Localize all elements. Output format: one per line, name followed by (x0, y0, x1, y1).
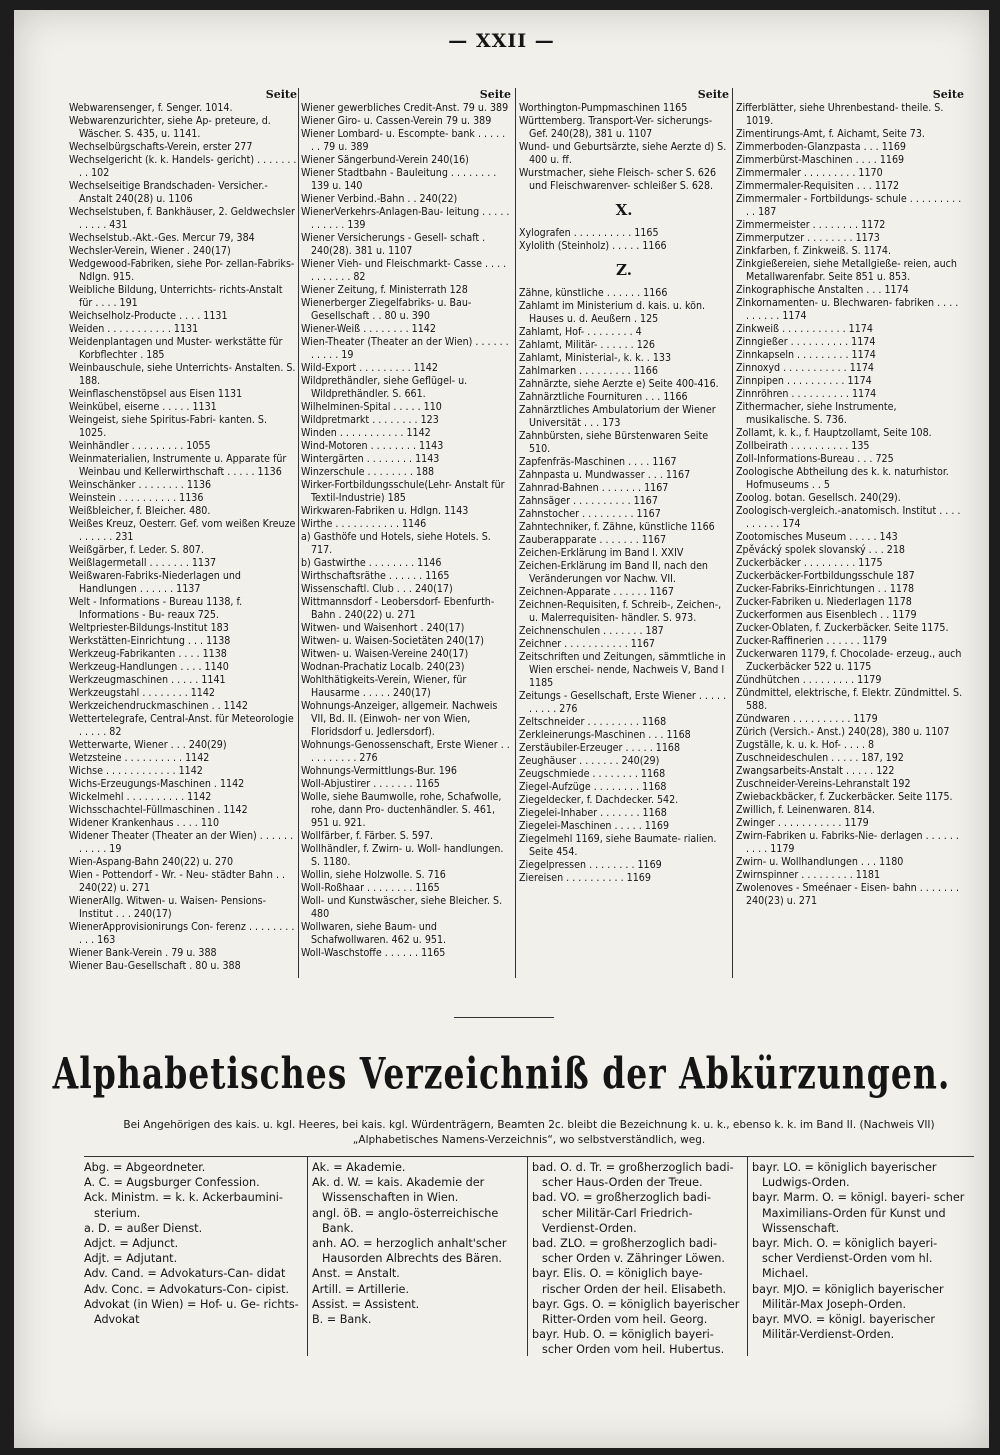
index-entry: Wildpretmarkt . . . . . . . . 123 (301, 414, 439, 426)
index-column-3 (519, 88, 729, 885)
index-entry: Wechselstuben, f. Bankhäuser, 2. Geldwechsler . . . . . 431 (69, 206, 295, 231)
index-entry: Wiener Versicherungs - Gesell- schaft . 240(28). 381 u. 1107 (301, 232, 486, 257)
abbreviation-entry: bayr. Elis. O. = königlich baye- rischer Orden der heil. Elisabeth. (532, 1267, 727, 1296)
column-divider (515, 88, 516, 978)
index-entry: Zwirnspinner . . . . . . . . . 1181 (736, 869, 881, 881)
index-entry: Ziegeldecker, f. Dachdecker. 542. (519, 794, 679, 806)
index-entry: Zahnrad-Bahnen . . . . . . . 1167 (519, 482, 669, 494)
index-entry: Zinnkapseln . . . . . . . . . 1174 (736, 349, 876, 361)
index-entries-z (519, 287, 729, 885)
index-entry: Wild-Export . . . . . . . . . 1142 (301, 362, 438, 374)
index-entry: Wind-Motoren . . . . . . . . 1143 (301, 440, 444, 452)
index-entry: Zeitschriften und Zeitungen, sämmtliche in Wien erschei- nende, Nachweis V, Band I 1185 (519, 651, 726, 689)
abbreviation-entry: bad. ZLO. = großherzoglich badi- scher Orden v. Zähringer Löwen. (532, 1237, 725, 1266)
index-entry: b) Gastwirthe . . . . . . . . 1146 (301, 557, 442, 569)
index-entry: Zeugschmiede . . . . . . . . 1168 (519, 768, 666, 780)
index-entry: Webwarensenger, f. Senger. 1014. (69, 102, 233, 114)
letter-heading-x: X. (615, 201, 633, 219)
index-entry: Zahlamt, Hof- . . . . . . . . 4 (519, 326, 642, 338)
index-entries (301, 102, 511, 960)
index-entry: Wirkwaren-Fabriken u. Hdlgn. 1143 (301, 505, 469, 517)
index-entry: Zauberapparate . . . . . . . 1167 (519, 534, 667, 546)
index-entry: Wettertelegrafe, Central-Anst. für Meteorologie . . . . . 82 (69, 713, 294, 738)
index-entry: Zinkgießereien, siehe Metallgieße- reien, auch Metallwarenfabr. Seite 851 u. 853. (736, 258, 957, 283)
abbr-column-1 (84, 1160, 302, 1327)
index-entry: Wiener Vieh- und Fleischmarkt- Casse . . . . . . . . . . . 82 (301, 258, 507, 283)
index-entry: Zuschneider-Vereins-Lehranstalt 192 (736, 778, 911, 790)
abbreviation-entry: bayr. Marm. O. = königl. bayeri- scher Maximilians-Orden für Kunst und Wissenschaft. (752, 1191, 965, 1235)
index-entry: Wohnungs-Vermittlungs-Bur. 196 (301, 765, 457, 777)
index-entry: Wund- und Geburtsärzte, siehe Aerzte d) S. 400 u. ff. (519, 141, 727, 166)
index-entry: Weißbleicher, f. Bleicher. 480. (69, 505, 211, 517)
index-entry: Worthington-Pumpmaschinen 1165 (519, 102, 688, 114)
index-entry: Zahnärztliche Fournituren . . . 1166 (519, 391, 688, 403)
abbreviation-entry: Ak. d. W. = kais. Akademie der Wissenschaften in Wien. (312, 1176, 485, 1205)
index-entry: Zimmermeister . . . . . . . . 1172 (736, 219, 886, 231)
index-entry: Wiener Giro- u. Cassen-Verein 79 u. 389 (301, 115, 492, 127)
index-entry: Werkzeugstahl . . . . . . . . 1142 (69, 687, 215, 699)
page-number-header: — XXII — (448, 30, 555, 52)
index-entry: Zahnbürsten, siehe Bürstenwaren Seite 510. (519, 430, 709, 455)
index-entry: Weißes Kreuz, Oesterr. Gef. vom weißen Kreuze . . . . . . 231 (69, 518, 296, 543)
abbr-column-3 (532, 1160, 742, 1358)
index-entry: Zimmermaler-Requisiten . . . 1172 (736, 180, 900, 192)
index-entry: Wollwaren, siehe Baum- und Schafwollwaren. 462 u. 951. (301, 921, 447, 946)
index-entry: Zwirn-Fabriken u. Fabriks-Nie- derlagen . . . . . . . . . . 1179 (736, 830, 959, 855)
index-entry: Woll-Waschstoffe . . . . . . 1165 (301, 947, 446, 959)
index-entry: Zerkleinerungs-Maschinen . . . 1168 (519, 729, 691, 741)
index-entry: Wintergärten . . . . . . . . 1143 (301, 453, 440, 465)
seite-label: Seite (697, 88, 729, 101)
abbr-column-divider (307, 1156, 308, 1356)
index-entry: Wien - Pottendorf - Wr. - Neu- städter Bahn . . 240(22) u. 271 (69, 869, 286, 894)
index-entry: Zähne, künstliche . . . . . . 1166 (519, 287, 668, 299)
index-entry: Zerstäubiler-Erzeuger . . . . . 1168 (519, 742, 681, 754)
abbreviation-entry: bayr. Mich. O. = königlich bayeri- scher Verdienst-Orden vom hl. Michael. (752, 1237, 938, 1281)
index-entry: Wirthe . . . . . . . . . . . 1146 (301, 518, 427, 530)
seite-label: Seite (265, 88, 297, 101)
abbreviation-entry: Assist. = Assistent. (312, 1297, 420, 1311)
abbr-column-2 (312, 1160, 522, 1327)
index-entry: Wechsler-Verein, Wiener . 240(17) (69, 245, 231, 257)
index-entry: Weißlagermetall . . . . . . . 1137 (69, 557, 217, 569)
index-entry: Wichs-Erzeugungs-Maschinen . 1142 (69, 778, 245, 790)
abbreviation-entry: A. C. = Augsburger Confession. (84, 1176, 260, 1190)
index-entry: Zinnpipen . . . . . . . . . . 1174 (736, 375, 872, 387)
index-entry: Weiden . . . . . . . . . . . 1131 (69, 323, 199, 335)
index-entry: Zahnstocher . . . . . . . . . 1167 (519, 508, 661, 520)
index-entries-x (519, 227, 729, 253)
index-entry: Ziegelmehl 1169, siehe Baumate- rialien. Seite 454. (519, 833, 717, 858)
index-entry: Witwen- u. Waisen-Societäten 240(17) (301, 635, 485, 647)
abbreviation-entry: bayr. LO. = königlich bayerischer Ludwigs-Orden. (752, 1161, 937, 1190)
index-entry: Winzerschule . . . . . . . . 188 (301, 466, 435, 478)
index-entry: Zimentirungs-Amt, f. Aichamt, Seite 73. (736, 128, 925, 140)
column-divider (298, 88, 299, 978)
index-entry: Xylolith (Steinholz) . . . . . 1166 (519, 240, 667, 252)
index-entry: Zwangsarbeits-Anstalt . . . . . 122 (736, 765, 895, 777)
index-entry: Zinkornamenten- u. Blechwaren- fabriken . . . . . . . . . . 1174 (736, 297, 959, 322)
abbreviation-entry: anh. AO. = herzoglich anhalt'scher Hausorden Albrechts des Bären. (312, 1237, 507, 1266)
index-entry: Zahnärzte, siehe Aerzte e) Seite 400-416. (519, 378, 719, 390)
index-entry: Wienerberger Ziegelfabriks- u. Bau-Gesellschaft . . 80 u. 390 (301, 297, 472, 322)
index-entry: Weinkübel, eiserne . . . . . 1131 (69, 401, 217, 413)
index-entry: Weinmaterialien, Instrumente u. Apparate für Weinbau und Kellerwirthschaft . . . . . 1136 (69, 453, 287, 478)
index-entry: Zoolog. botan. Gesellsch. 240(29). (736, 492, 901, 504)
index-entry: Zahnärztliches Ambulatorium der Wiener Universität . . . 173 (519, 404, 716, 429)
index-entry: Weingeist, siehe Spiritus-Fabri- kanten. S. 1025. (69, 414, 268, 439)
index-entry: Ziegelpressen . . . . . . . . 1169 (519, 859, 662, 871)
index-column-1 (69, 88, 297, 973)
abbreviation-entry: Adv. Conc. = Advokaturs-Con- cipist. (84, 1282, 290, 1296)
index-entry: Wechselgericht (k. k. Handels- gericht) . . . . . . . . . 102 (69, 154, 297, 179)
index-entry: Wetterwarte, Wiener . . . 240(29) (69, 739, 227, 751)
seite-label: Seite (932, 88, 964, 101)
index-entry: Wichsschachtel-Füllmaschinen . 1142 (69, 804, 248, 816)
index-entry: Wechselseitige Brandschaden- Versicher.-Anstalt 240(28) u. 1106 (69, 180, 268, 205)
index-entry: Wohnungs-Genossenschaft, Erste Wiener . . . . . . . . . . 276 (301, 739, 510, 764)
index-entry: Wichse . . . . . . . . . . . . 1142 (69, 765, 203, 777)
index-entry: Zeichnenschulen . . . . . . . 187 (519, 625, 664, 637)
index-entry: Wollhändler, f. Zwirn- u. Woll- handlungen. S. 1180. (301, 843, 504, 868)
index-entry: Wetzsteine . . . . . . . . . . 1142 (69, 752, 210, 764)
abbreviation-entry: Anst. = Anstalt. (312, 1267, 400, 1281)
abbreviation-entry: a. D. = außer Dienst. (84, 1221, 203, 1235)
index-entry: Zürich (Versich.- Anst.) 240(28), 380 u. 1107 (736, 726, 950, 738)
index-entry: Wickelmehl . . . . . . . . . . 1142 (69, 791, 212, 803)
index-entry: Werkzeugmaschinen . . . . . 1141 (69, 674, 226, 686)
index-entry: Ziegelei-Maschinen . . . . . 1169 (519, 820, 670, 832)
abbreviations-title: Alphabetisches Verzeichniß der Abkürzungen. (52, 1048, 951, 1099)
index-entry: Zootomisches Museum . . . . . 143 (736, 531, 898, 543)
index-entry: Wiener Bank-Verein . 79 u. 388 (69, 947, 217, 959)
index-entry: Wechselbürgschafts-Verein, erster 277 (69, 141, 253, 153)
abbr-column-divider (747, 1156, 748, 1356)
abbreviation-entry: Ack. Ministm. = k. k. Ackerbaumini- sterium. (84, 1191, 283, 1220)
index-entry: Wiener-Weiß . . . . . . . . 1142 (301, 323, 436, 335)
index-entry: Weinstein . . . . . . . . . . 1136 (69, 492, 204, 504)
index-entry: Zoll-Informations-Bureau . . . 725 (736, 453, 894, 465)
index-entry: Zeichner . . . . . . . . . . . 1167 (519, 638, 655, 650)
index-entry: Wolle, siehe Baumwolle, rohe, Schafwolle, rohe, dann Pro- ductenhändler. S. 461, 951 u. 921. (301, 791, 502, 829)
index-entry: Ziegel-Aufzüge . . . . . . . . 1168 (519, 781, 667, 793)
abbreviations-intro: Bei Angehörigen des kais. u. kgl. Heeres, bei kais. kgl. Würdenträgern, Beamten 2c. bleibt die Bezeichnung k. u. k., ebenso k. k. im Band II. (Nachweis VII) „Alphabetisches Namens-Verzeichnis“, wo selbstverständlich, weg. (123, 1119, 935, 1146)
index-entry: Zinnröhren . . . . . . . . . . 1174 (736, 388, 877, 400)
index-entry: Winden . . . . . . . . . . . 1142 (301, 427, 431, 439)
index-entry: Zündmittel, elektrische, f. Elektr. Zündmittel. S. 588. (736, 687, 963, 712)
index-entry: Weinbauschule, siehe Unterrichts- Anstalten. S. 188. (69, 362, 296, 387)
index-entry: Xylografen . . . . . . . . . . 1165 (519, 227, 659, 239)
index-entry: Weinhändler . . . . . . . . . 1055 (69, 440, 211, 452)
index-entry: WienerVerkehrs-Anlagen-Bau- leitung . . . . . . . . . . . 139 (301, 206, 510, 231)
index-entry: Zuckerwaren 1179, f. Chocolade- erzeug., auch Zuckerbäcker 522 u. 1175 (736, 648, 962, 673)
index-entry: Wildprethändler, siehe Geflügel- u. Wildprethändler. S. 661. (301, 375, 468, 400)
index-entry: Widener Theater (Theater an der Wien) . . . . . . . . . . . 19 (69, 830, 294, 855)
abbr-column-4 (752, 1160, 967, 1342)
abbreviation-entry: Advokat (in Wien) = Hof- u. Ge- richts-Advokat (84, 1297, 299, 1327)
index-entry: Weichselholz-Producte . . . . 1131 (69, 310, 228, 322)
index-entry: Zimmerboden-Glanzpasta . . . 1169 (736, 141, 906, 153)
abbreviation-entry: Adjct. = Adjunct. (84, 1237, 179, 1251)
index-entry: Werkzeug-Handlungen . . . . 1140 (69, 661, 229, 673)
index-entry: Wittmannsdorf - Leobersdorf- Ebenfurth-Bahn . 240(22) u. 271 (301, 596, 495, 621)
index-entry: Zeughäuser . . . . . . . 240(29) (519, 755, 660, 767)
index-entry: Zithermacher, siehe Instrumente, musikalische. S. 736. (736, 401, 897, 426)
index-entry: Zugställe, k. u. k. Hof- . . . . 8 (736, 739, 875, 751)
index-entry: Wiener Stadtbahn - Bauleitung . . . . . . . . 139 u. 140 (301, 167, 497, 192)
abbreviation-entry: bayr. MJO. = königlich bayerischer Militär-Max Joseph-Orden. (752, 1282, 944, 1311)
index-entry: Zinkweiß . . . . . . . . . . . 1174 (736, 323, 873, 335)
abbreviation-entry: Ak. = Akademie. (312, 1161, 406, 1174)
index-entry: Widener Krankenhaus . . . . 110 (69, 817, 220, 829)
index-entry: Zahlamt im Ministerium d. kais. u. kön. Hauses u. d. Aeußern . 125 (519, 300, 706, 325)
index-entry: Weidenplantagen und Muster- werkstätte für Korbflechter . 185 (69, 336, 283, 361)
document-page (14, 10, 989, 1448)
index-entry: Zuckerbäcker . . . . . . . . . 1175 (736, 557, 883, 569)
index-entry: Zahlamt, Militär- . . . . . . 126 (519, 339, 655, 351)
abbreviation-entry: bayr. MVO. = königl. bayerischer Militär-Verdienst-Orden. (752, 1313, 935, 1342)
index-entry: Zwillich, f. Leinenwaren. 814. (736, 804, 875, 816)
index-entry: Webwarenzurichter, siehe Ap- preteure, d. Wäscher. S. 435, u. 1141. (69, 115, 271, 140)
index-entry: Wien-Aspang-Bahn 240(22) u. 270 (69, 856, 234, 868)
index-entry: Wollin, siehe Holzwolle. S. 716 (301, 869, 446, 881)
index-entry: Zimmermaler - Fortbildungs- schule . . . . . . . . . . . 187 (736, 193, 962, 218)
abbreviation-entry: bad. O. d. Tr. = großherzoglich badi- scher Haus-Orden der Treue. (532, 1161, 734, 1190)
index-entry: Zeichen-Erklärung im Band II, nach den Veränderungen vor Nachw. VII. (519, 560, 708, 585)
index-entry: Wiener Lombard- u. Escompte- bank . . . . . . . 79 u. 389 (301, 128, 506, 153)
index-entry: Wiener Zeitung, f. Ministerrath 128 (301, 284, 468, 296)
index-entry: Weißwaren-Fabriks-Niederlagen und Handlungen . . . . . . 1137 (69, 570, 241, 595)
index-entry: Zündhütchen . . . . . . . . . 1179 (736, 674, 882, 686)
index-entry: Wirthschaftsräthe . . . . . . 1165 (301, 570, 450, 582)
index-entry: Wohnungs-Anzeiger, allgemeir. Nachweis VII, Bd. II. (Einwoh- ner von Wien, Floridsdorf u. Jedlersdorf). (301, 700, 498, 738)
index-entry: Zahntechniker, f. Zähne, künstliche 1166 (519, 521, 715, 533)
index-entry: Weinflaschenstöpsel aus Eisen 1131 (69, 388, 243, 400)
index-entry: Zahlmarken . . . . . . . . . 1166 (519, 365, 658, 377)
index-entry: Wissenschaftl. Club . . . 240(17) (301, 583, 453, 595)
index-entry: Weißgärber, f. Leder. S. 807. (69, 544, 204, 556)
index-entry: Ziereisen . . . . . . . . . . 1169 (519, 872, 651, 884)
index-entry: Welt - Informations - Bureau 1138, f. Informations - Bu- reaux 725. (69, 596, 243, 621)
index-entries (519, 102, 729, 193)
index-entry: Witwen- u. Waisen-Vereine 240(17) (301, 648, 469, 660)
index-entry: Ziegelei-Inhaber . . . . . . . 1168 (519, 807, 667, 819)
index-entry: Zündwaren . . . . . . . . . . 1179 (736, 713, 878, 725)
abbreviation-entry: Adv. Cand. = Advokaturs-Can- didat (84, 1267, 286, 1281)
index-entry: Weinschänker . . . . . . . . 1136 (69, 479, 212, 491)
index-entry: Zuckerbäcker-Fortbildungsschule 187 (736, 570, 915, 582)
index-column-2 (301, 88, 511, 960)
index-entry: Zapfenfräs-Maschinen . . . . 1167 (519, 456, 677, 468)
index-entry: Zifferblätter, siehe Uhrenbestand- theile. S. 1019. (736, 102, 944, 127)
index-entry: Zucker-Fabriken u. Niederlagen 1178 (736, 596, 912, 608)
index-entry: Zeltschneider . . . . . . . . . 1168 (519, 716, 667, 728)
index-column-4 (736, 88, 964, 908)
abbreviation-entry: Abg. = Abgeordneter. (84, 1161, 206, 1174)
abbreviation-entry: bad. VO. = großherzoglich badi- scher Militär-Carl Friedrich- Verdienst-Orden. (532, 1191, 711, 1235)
index-entry: Zinnoxyd . . . . . . . . . . . 1174 (736, 362, 874, 374)
index-entry: Zahlamt, Ministerial-, k. k. . 133 (519, 352, 672, 364)
index-entry: Zucker-Raffinerien . . . . . . 1179 (736, 635, 887, 647)
index-entry: Zwirn- u. Wollhandlungen . . . 1180 (736, 856, 904, 868)
index-entry: Wilhelminen-Spital . . . . . 110 (301, 401, 442, 413)
abbreviation-entry: bayr. Hub. O. = königlich bayeri- scher Orden vom heil. Hubertus. (532, 1328, 725, 1357)
index-entry: Witwen- und Waisenhort . 240(17) (301, 622, 465, 634)
index-entry: a) Gasthöfe und Hotels, siehe Hotels. S. 717. (301, 531, 491, 556)
section-divider (454, 1017, 554, 1018)
index-entry: Zucker-Oblaten, f. Zuckerbäcker. Seite 1175. (736, 622, 949, 634)
index-entry: Wiener Bau-Gesellschaft . 80 u. 388 (69, 960, 241, 972)
index-entry: Werkstätten-Einrichtung . . . 1138 (69, 635, 231, 647)
index-entry: Weibliche Bildung, Unterrichts- richts-Anstalt für . . . . 191 (69, 284, 283, 309)
index-entry: Zwinger . . . . . . . . . . . 1179 (736, 817, 869, 829)
index-entry: Zimmerbürst-Maschinen . . . . 1169 (736, 154, 905, 166)
index-entry: Wiener Verbind.-Bahn . . 240(22) (301, 193, 458, 205)
index-entry: Zahnsäger . . . . . . . . . . 1167 (519, 495, 658, 507)
index-entry: Wiener gewerbliches Credit-Anst. 79 u. 389 (301, 102, 509, 114)
index-entry: Zinkfarben, f. Zinkweiß. S. 1174. (736, 245, 891, 257)
abbreviation-entry: B. = Bank. (312, 1313, 372, 1327)
index-entry: Woll- und Kunstwäscher, siehe Bleicher. S. 480 (301, 895, 503, 920)
index-entry: Zoologisch-vergleich.-anatomisch. Institut . . . . . . . . . . 174 (736, 505, 961, 530)
abbreviation-entry: angl. öB. = anglo-österreichische Bank. (312, 1206, 499, 1235)
index-entry: WienerApprovisionirungs Con- ferenz . . . . . . . . . . . 163 (69, 921, 295, 946)
index-entry: Württemberg. Transport-Ver- sicherungs-Gef. 240(28), 381 u. 1107 (519, 115, 713, 140)
index-entry: Zoologische Abtheilung des k. k. naturhistor. Hofmuseums . . 5 (736, 466, 949, 491)
index-entry: Zinkographische Anstalten . . . 1174 (736, 284, 909, 296)
index-entry: Wirker-Fortbildungsschule(Lehr- Anstalt für Textil-Industrie) 185 (301, 479, 505, 504)
abbr-column-divider (527, 1156, 528, 1356)
abbreviation-entry: Adjt. = Adjutant. (84, 1252, 178, 1266)
index-entry: Zpěvácký spolek slovanský . . . 218 (736, 544, 905, 556)
index-entry: Zwolenoves - Smeénaer - Eisen- bahn . . . . . . . 240(23) u. 271 (736, 882, 960, 907)
index-entry: Woll-Abjustirer . . . . . . . 1165 (301, 778, 440, 790)
column-divider (732, 88, 733, 978)
index-entry: Wechselstub.-Akt.-Ges. Mercur 79, 384 (69, 232, 255, 244)
abbreviation-entry: Artill. = Artillerie. (312, 1282, 410, 1296)
index-entry: Wedgewood-Fabriken, siehe Por- zellan-Fabriks-Ndlgn. 915. (69, 258, 295, 283)
index-entry: Zimmermaler . . . . . . . . . 1170 (736, 167, 883, 179)
index-entry: Zwiebackbäcker, f. Zuckerbäcker. Seite 1175. (736, 791, 953, 803)
index-entry: Wien-Theater (Theater an der Wien) . . . . . . . . . . . 19 (301, 336, 509, 361)
index-entry: Zuckerformen aus Eisenblech . . 1179 (736, 609, 917, 621)
index-entry: Wodnan-Prachatiz Localb. 240(23) (301, 661, 465, 673)
index-entries (736, 102, 964, 908)
index-entry: Zeichnen-Requisiten, f. Schreib-, Zeichen-, u. Malerrequisiten- händler. S. 973. (519, 599, 722, 624)
index-entry: Zahnpasta u. Mundwasser . . . 1167 (519, 469, 691, 481)
index-entry: Zollamt, k. k., f. Hauptzollamt, Seite 108. (736, 427, 932, 439)
index-entry: Wiener Sängerbund-Verein 240(16) (301, 154, 469, 166)
index-entries (69, 102, 297, 973)
index-entry: Wurstmacher, siehe Fleisch- scher S. 626 und Fleischwarenver- schleißer S. 628. (519, 167, 717, 192)
index-entry: Zeitungs - Gesellschaft, Erste Wiener . . . . . . . . . . 276 (519, 690, 727, 715)
abbreviations-top-rule (84, 1156, 974, 1157)
index-entry: Zuschneideschulen . . . . . 187, 192 (736, 752, 904, 764)
index-entry: Woll-Roßhaar . . . . . . . . 1165 (301, 882, 440, 894)
index-entry: Zimmerputzer . . . . . . . . 1173 (736, 232, 880, 244)
index-entry: Weltpriester-Bildungs-Institut 183 (69, 622, 229, 634)
index-entry: WienerAllg. Witwen- u. Waisen- Pensions-Institut . . . 240(17) (69, 895, 267, 920)
index-entry: Wohlthätigkeits-Verein, Wiener, für Hausarme . . . . . 240(17) (301, 674, 467, 699)
index-entry: Zinngießer . . . . . . . . . . 1174 (736, 336, 876, 348)
index-entry: Zeichen-Erklärung im Band I. XXIV (519, 547, 684, 559)
seite-label: Seite (479, 88, 511, 101)
letter-heading-z: Z. (616, 261, 632, 279)
index-entry: Wollfärber, f. Färber. S. 597. (301, 830, 434, 842)
index-entry: Zucker-Fabriks-Einrichtungen . . 1178 (736, 583, 915, 595)
index-entry: Werkzeug-Fabrikanten . . . . 1138 (69, 648, 227, 660)
abbreviation-entry: bayr. Ggs. O. = königlich bayerischer Ritter-Orden vom heil. Georg. (532, 1297, 740, 1327)
index-entry: Zeichnen-Apparate . . . . . . 1167 (519, 586, 674, 598)
index-entry: Werkzeichendruckmaschinen . . 1142 (69, 700, 248, 712)
index-entry: Zollbeirath . . . . . . . . . . 135 (736, 440, 870, 452)
